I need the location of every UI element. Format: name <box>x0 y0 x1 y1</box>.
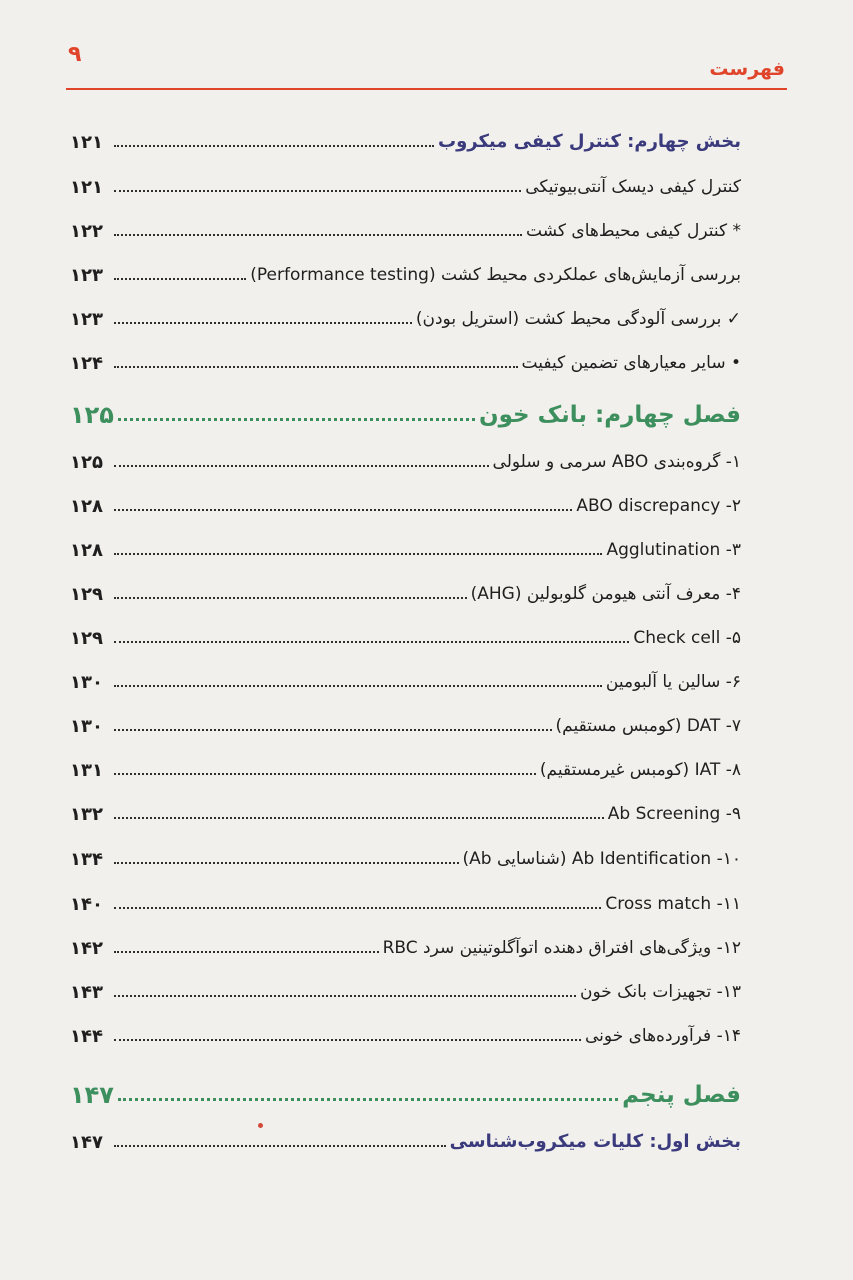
toc-entry-title: ۹- Ab Screening <box>607 804 741 824</box>
ink-dot <box>258 1123 263 1128</box>
toc-entry[interactable] <box>70 570 741 606</box>
toc-entry-section[interactable] <box>70 1118 741 1154</box>
toc-entry-title: * کنترل کیفی محیط‌های کشت <box>526 221 741 241</box>
toc-entry-chapter[interactable] <box>70 1068 741 1110</box>
dot-leader <box>114 951 379 953</box>
toc-entry-page: ۱۴۷ <box>70 1081 114 1109</box>
toc-entry[interactable] <box>70 251 741 287</box>
toc-entry[interactable] <box>70 746 741 782</box>
toc-entry-section[interactable] <box>70 118 741 154</box>
dot-leader <box>114 1145 446 1147</box>
toc-entry[interactable] <box>70 968 741 1004</box>
toc-entry-page: ۱۳۰ <box>70 672 103 693</box>
toc-entry-page: ۱۲۵ <box>70 452 103 473</box>
toc-entry-title: ۱۴- فرآورده‌های خونی <box>585 1026 741 1046</box>
dot-leader <box>114 322 412 324</box>
toc-entry-page: ۱۲۴ <box>70 353 103 374</box>
toc-entry-page: ۱۳۱ <box>70 760 103 781</box>
toc-entry-page: ۱۳۴ <box>70 849 103 870</box>
dot-leader <box>118 418 475 421</box>
page-title: فهرست <box>709 58 785 80</box>
toc-entry-title: ۷- DAT (کومبس مستقیم) <box>555 716 741 736</box>
dot-leader <box>114 1039 581 1041</box>
toc-entry[interactable] <box>70 207 741 243</box>
toc-entry-title: ۸- IAT (کومبس غیرمستقیم) <box>539 760 741 780</box>
dot-leader <box>114 509 572 511</box>
toc-entry-page: ۱۲۸ <box>70 540 103 561</box>
toc-entry-title: کنترل کیفی دیسک آنتی‌بیوتیکی <box>525 177 741 197</box>
dot-leader <box>114 773 536 775</box>
toc-entry-title: ✓ بررسی آلودگی محیط کشت (استریل بودن) <box>415 309 741 329</box>
toc-entry-page: ۱۴۷ <box>70 1132 103 1153</box>
toc-entry[interactable] <box>70 880 741 916</box>
toc-entry-title: ۶- سالین یا آلبومین <box>605 672 741 692</box>
toc-entry-title: فصل چهارم: بانک خون <box>478 402 741 428</box>
toc-entry-title: ۱۱- Cross match <box>605 894 741 914</box>
dot-leader <box>114 145 434 147</box>
dot-leader <box>114 597 467 599</box>
toc-entry-page: ۱۴۰ <box>70 894 103 915</box>
toc-entry-chapter[interactable] <box>70 388 741 430</box>
toc-entry-page: ۱۳۲ <box>70 804 103 825</box>
toc-entry[interactable] <box>70 163 741 199</box>
toc-entry-page: ۱۲۱ <box>70 177 103 198</box>
toc-entry[interactable] <box>70 790 741 826</box>
header-divider <box>66 88 787 90</box>
toc-entry-title: ۳- Agglutination <box>606 540 741 560</box>
toc-entry-title: فصل پنجم <box>622 1082 741 1108</box>
toc-entry-title: ۴- معرف آنتی هیومن گلوبولین (AHG) <box>470 584 741 604</box>
toc-entry[interactable] <box>70 702 741 738</box>
toc-entry[interactable] <box>70 614 741 650</box>
toc-entry-title: بخش چهارم: کنترل کیفی میکروب <box>437 131 741 152</box>
toc-entry[interactable] <box>70 438 741 474</box>
dot-leader <box>114 995 576 997</box>
dot-leader <box>114 729 552 731</box>
dot-leader <box>114 907 601 909</box>
dot-leader <box>114 817 604 819</box>
toc-entry-page: ۱۲۵ <box>70 401 114 429</box>
toc-entry-title: ۱- گروه‌بندی ABO سرمی و سلولی <box>492 452 741 472</box>
toc-entry[interactable] <box>70 835 741 871</box>
toc-entry-page: ۱۴۴ <box>70 1026 103 1047</box>
dot-leader <box>114 234 522 236</box>
dot-leader <box>114 685 602 687</box>
toc-entry-page: ۱۲۲ <box>70 221 103 242</box>
toc-entry[interactable] <box>70 658 741 694</box>
toc-entry-title: ۱۲- ویژگی‌های افتراق دهنده اتوآگلوتینین سرد RBC <box>382 938 741 958</box>
toc-entry-page: ۱۴۳ <box>70 982 103 1003</box>
toc-entry[interactable] <box>70 1012 741 1048</box>
toc-entry-title: • سایر معیارهای تضمین کیفیت <box>521 353 741 373</box>
toc-entry-page: ۱۲۹ <box>70 628 103 649</box>
toc-entry-page: ۱۲۳ <box>70 309 103 330</box>
toc-entry-page: ۱۲۸ <box>70 496 103 517</box>
toc-entry-title: بررسی آزمایش‌های عملکردی محیط کشت (Performance testing) <box>250 265 741 285</box>
toc-entry[interactable] <box>70 295 741 331</box>
dot-leader <box>114 366 518 368</box>
dot-leader <box>114 278 246 280</box>
dot-leader <box>118 1098 618 1101</box>
dot-leader <box>114 465 489 467</box>
page-number: ۹ <box>68 42 82 67</box>
toc-entry[interactable] <box>70 339 741 375</box>
toc-entry-title: ۱۳- تجهیزات بانک خون <box>579 982 741 1002</box>
toc-entry-title: ۵- Check cell <box>633 628 741 648</box>
toc-entry[interactable] <box>70 924 741 960</box>
toc-entry-page: ۱۲۱ <box>70 132 103 153</box>
toc-entry[interactable] <box>70 482 741 518</box>
toc-entry[interactable] <box>70 526 741 562</box>
toc-entry-title: ۱۰- Ab Identification (شناسایی Ab) <box>462 849 741 869</box>
toc-entry-page: ۱۴۲ <box>70 938 103 959</box>
dot-leader <box>114 862 459 864</box>
toc-entry-page: ۱۲۳ <box>70 265 103 286</box>
dot-leader <box>114 553 602 555</box>
dot-leader <box>114 641 629 643</box>
toc-entry-page: ۱۳۰ <box>70 716 103 737</box>
toc-entry-page: ۱۲۹ <box>70 584 103 605</box>
dot-leader <box>114 190 521 192</box>
toc-entry-title: ۲- ABO discrepancy <box>576 496 741 516</box>
toc-entry-title: بخش اول: کلیات میکروب‌شناسی <box>449 1131 741 1152</box>
